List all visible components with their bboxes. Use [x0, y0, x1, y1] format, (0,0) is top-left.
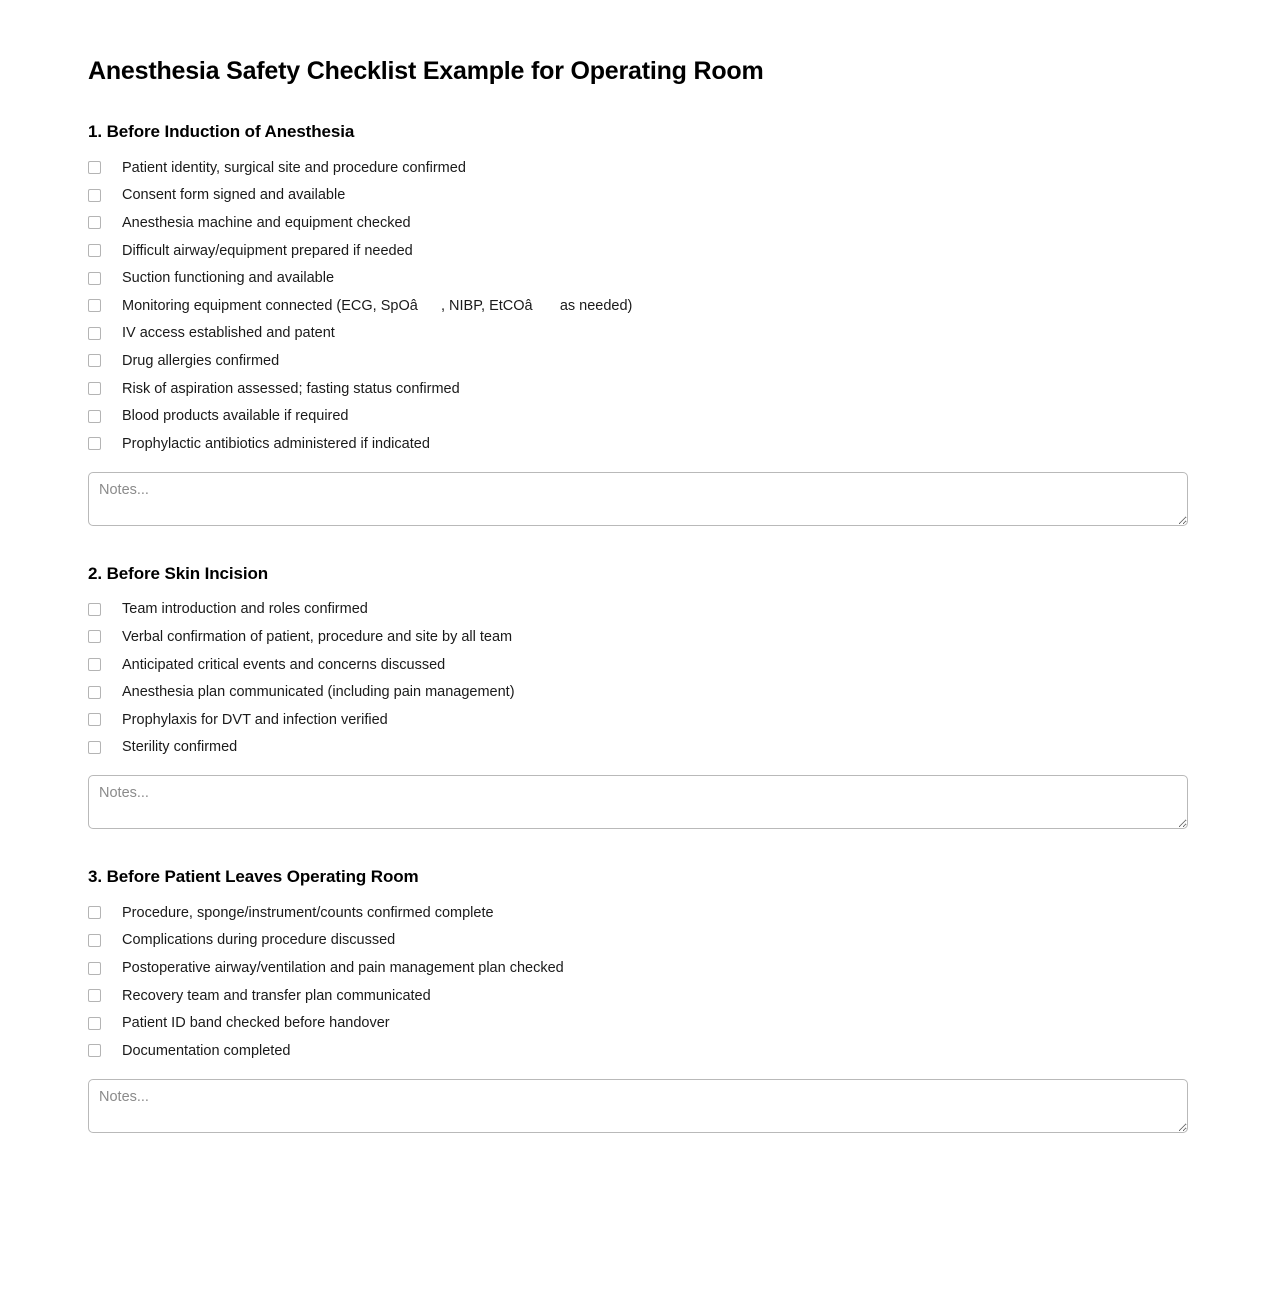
list-item-label[interactable]: Postoperative airway/ventilation and pain management plan checked [122, 960, 564, 977]
list-item-label[interactable]: Recovery team and transfer plan communicated [122, 987, 431, 1004]
section-heading: 2. Before Skin Incision [88, 563, 269, 583]
list-item[interactable] [88, 430, 1190, 458]
list-item-label[interactable]: Anesthesia plan communicated (including pain management) [122, 684, 515, 701]
list-item[interactable] [88, 154, 1190, 182]
list-item[interactable] [88, 623, 1190, 651]
checkbox[interactable] [88, 1017, 101, 1030]
checkbox[interactable] [88, 189, 101, 202]
section-before-skin-incision [88, 564, 1190, 830]
list-item-label[interactable]: Risk of aspiration assessed; fasting status confirmed [122, 380, 460, 397]
list-item[interactable] [88, 375, 1190, 403]
checklist-before-skin-incision [88, 596, 1190, 762]
section-heading: 3. Before Patient Leaves Operating Room [88, 867, 419, 887]
list-item-label[interactable]: Difficult airway/equipment prepared if needed [122, 242, 413, 259]
list-item-label[interactable]: IV access established and patent [122, 325, 335, 342]
list-item-label[interactable]: Suction functioning and available [122, 270, 335, 287]
list-item-label[interactable]: Prophylaxis for DVT and infection verified [122, 711, 388, 728]
page-title: Anesthesia Safety Checklist Example for Operating Room [88, 57, 764, 85]
checkbox[interactable] [88, 989, 101, 1002]
list-item[interactable] [88, 927, 1190, 955]
list-item-label[interactable]: Procedure, sponge/instrument/counts confirmed complete [122, 904, 494, 921]
checkbox[interactable] [88, 713, 101, 726]
list-item[interactable] [88, 596, 1190, 624]
list-item[interactable] [88, 347, 1190, 375]
list-item-label[interactable]: Complications during procedure discussed [122, 932, 396, 949]
checkbox[interactable] [88, 1044, 101, 1057]
checkbox[interactable] [88, 161, 101, 174]
section-heading: 1. Before Induction of Anesthesia [88, 122, 355, 141]
list-item-label[interactable]: Monitoring equipment connected (ECG, SpOâ, NIBP, EtCOâ as needed) [122, 297, 633, 314]
notes-textarea[interactable] [88, 775, 1188, 829]
checkbox[interactable] [88, 244, 101, 257]
list-item[interactable] [88, 954, 1190, 982]
list-item-label[interactable]: Anticipated critical events and concerns discussed [122, 656, 446, 673]
checkbox[interactable] [88, 962, 101, 975]
list-item[interactable] [88, 209, 1190, 237]
list-item-label[interactable]: Documentation completed [122, 1042, 291, 1059]
checkbox[interactable] [88, 272, 101, 285]
checklist-before-patient-leaves [88, 899, 1190, 1065]
checkbox[interactable] [88, 327, 101, 340]
list-item-label[interactable]: Prophylactic antibiotics administered if indicated [122, 435, 430, 452]
checkbox[interactable] [88, 603, 101, 616]
list-item-label[interactable]: Consent form signed and available [122, 187, 346, 204]
list-item[interactable] [88, 237, 1190, 265]
list-item[interactable] [88, 1037, 1190, 1065]
checkbox[interactable] [88, 658, 101, 671]
checkbox[interactable] [88, 630, 101, 643]
list-item-label[interactable]: Patient identity, surgical site and procedure confirmed [122, 159, 466, 176]
list-item-label[interactable]: Blood products available if required [122, 408, 349, 425]
list-item-label[interactable]: Anesthesia machine and equipment checked [122, 214, 411, 231]
checkbox[interactable] [88, 686, 101, 699]
list-item-label[interactable]: Team introduction and roles confirmed [122, 601, 368, 618]
checkbox[interactable] [88, 410, 101, 423]
checkbox[interactable] [88, 382, 101, 395]
list-item[interactable] [88, 651, 1190, 679]
checkbox[interactable] [88, 354, 101, 367]
list-item-label[interactable]: Sterility confirmed [122, 739, 238, 756]
list-item[interactable] [88, 264, 1190, 292]
notes-textarea[interactable] [88, 472, 1188, 526]
checkbox[interactable] [88, 299, 101, 312]
list-item[interactable] [88, 899, 1190, 927]
list-item[interactable] [88, 678, 1190, 706]
checkbox[interactable] [88, 741, 101, 754]
list-item[interactable] [88, 292, 1190, 320]
notes-textarea[interactable] [88, 1079, 1188, 1133]
list-item[interactable] [88, 320, 1190, 348]
section-before-induction [88, 122, 1190, 526]
list-item[interactable] [88, 734, 1190, 762]
list-item-label[interactable]: Patient ID band checked before handover [122, 1015, 390, 1032]
list-item[interactable] [88, 402, 1190, 430]
checkbox[interactable] [88, 437, 101, 450]
section-before-patient-leaves [88, 867, 1190, 1133]
list-item-label[interactable]: Drug allergies confirmed [122, 352, 280, 369]
list-item[interactable] [88, 706, 1190, 734]
list-item[interactable] [88, 1009, 1190, 1037]
checkbox[interactable] [88, 934, 101, 947]
list-item[interactable] [88, 982, 1190, 1010]
list-item[interactable] [88, 182, 1190, 210]
checkbox[interactable] [88, 906, 101, 919]
list-item-label[interactable]: Verbal confirmation of patient, procedure and site by all team [122, 628, 513, 645]
checkbox[interactable] [88, 216, 101, 229]
checklist-before-induction [88, 154, 1190, 458]
